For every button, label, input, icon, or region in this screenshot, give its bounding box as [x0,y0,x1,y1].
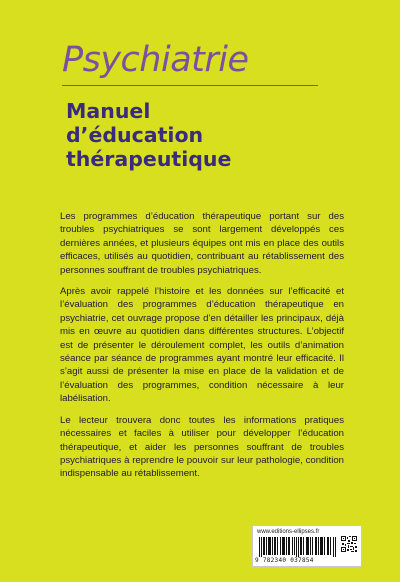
title-line-1: Manuel [66,99,151,123]
title-line-2: d’éducation [66,123,204,147]
title-line-3: thérapeutique [66,147,232,171]
isbn-box [252,525,362,567]
blurb-paragraph-1: Les programmes d’éducation thérapeutique portant sur des troubles psychiatriques se sont largement développés ces dernières années, et plusieurs équipes ont mis en place des outils efficaces, utilisés au quotidien, contribuant au rétablissement des personnes souffrant de troubles psychiatriques. [60,211,344,276]
barcode-icon [259,537,337,557]
blurb-paragraph-2: Après avoir rappelé l’histoire et les données sur l’efficacité et l’évaluation des programmes d’éducation thérapeutique en psychiatrie, cet ouvrage propose d’en détailler les principaux, déjà mis en œuvre au quotidien dans différentes structures. L’objectif est de présenter le déroulement complet, les outils d’animation séance par séance de programmes ayant montré leur efficacité. Il s’agit aussi de présenter la mise en place de la validation et de l’évaluation des programmes, condition nécessaire à leur labélisation. [60,286,344,405]
isbn-number: 9 782340 037854 [255,557,314,564]
book-title [66,99,231,171]
series-divider [62,85,318,86]
blurb [60,210,344,489]
blurb-paragraph-3: Le lecteur trouvera donc toutes les informations pratiques nécessaires et faciles à utiliser pour développer l’éducation thérapeutique, et aider les personnes souffrant de troubles psychiatriques à reprendre le pouvoir sur leur pathologie, condition indispensable au rétablissement. [60,414,344,480]
qr-code-icon [341,536,357,552]
series-name: Psychiatrie [62,40,249,80]
publisher-website: www.editions-ellipses.fr [257,529,320,535]
